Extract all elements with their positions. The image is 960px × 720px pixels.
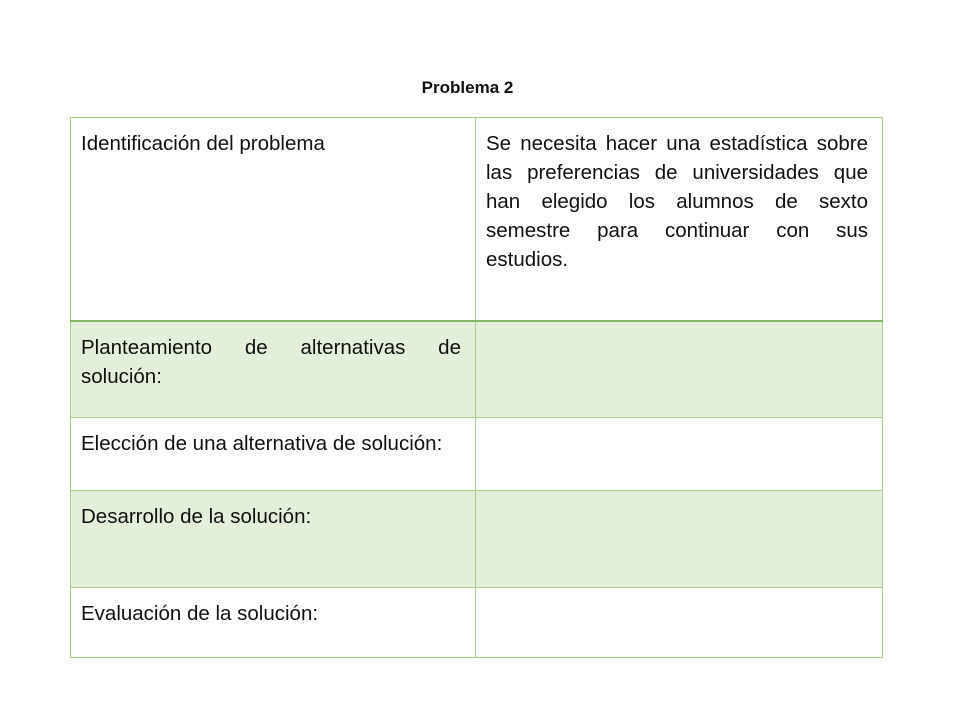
row-label-choice: Elección de una alternativa de solución: bbox=[71, 418, 476, 491]
problem-table bbox=[70, 117, 883, 658]
table-row-alternatives bbox=[71, 321, 883, 418]
row-label-evaluation: Evaluación de la solución: bbox=[71, 588, 476, 658]
row-value-choice[interactable] bbox=[476, 418, 883, 491]
table-row-identification bbox=[71, 118, 883, 321]
row-value-identification[interactable]: Se necesita hacer una estadística sobre las preferencias de universidades que han elegido los alumnos de sexto semestre para continuar con sus estudios. bbox=[476, 118, 883, 321]
table-row-development bbox=[71, 491, 883, 588]
document-title: Problema 2 bbox=[421, 78, 514, 97]
row-value-development[interactable] bbox=[476, 491, 883, 588]
table-row-choice bbox=[71, 418, 883, 491]
row-value-evaluation[interactable] bbox=[476, 588, 883, 658]
row-value-alternatives[interactable] bbox=[476, 321, 883, 418]
row-label-identification: Identificación del problema bbox=[71, 118, 476, 321]
table-row-evaluation bbox=[71, 588, 883, 658]
row-label-alternatives: Planteamiento de alternativas de solución: bbox=[71, 321, 476, 418]
row-label-development: Desarrollo de la solución: bbox=[71, 491, 476, 588]
